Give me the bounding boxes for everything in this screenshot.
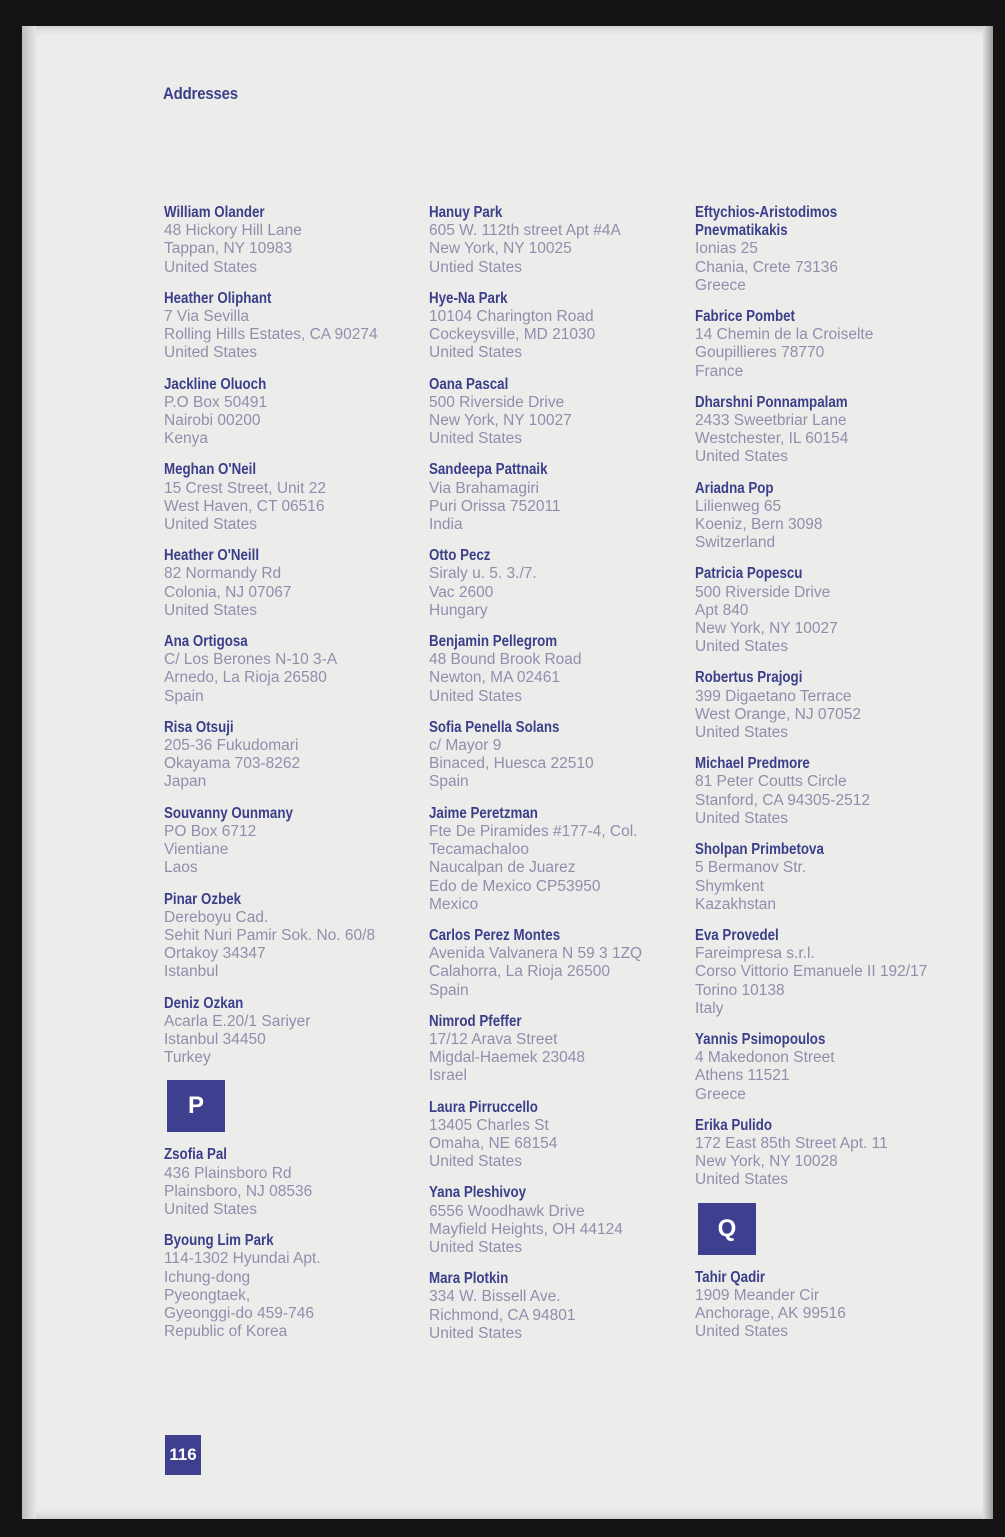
address-entry — [429, 633, 689, 706]
page-title: Addresses — [163, 84, 238, 103]
contact-name: Jackline Oluoch — [164, 375, 267, 393]
section-letter: Q — [698, 1203, 756, 1255]
address-line: Pyeongtaek, — [164, 1286, 251, 1304]
address-line: 2433 Sweetbriar Lane — [695, 412, 847, 430]
address-entry — [695, 1117, 955, 1190]
address-entry — [429, 805, 689, 914]
address-line: United States — [429, 1324, 523, 1342]
address-line: United States — [164, 344, 258, 362]
contact-name-continued: Pnevmatikakis — [695, 222, 788, 240]
contact-name: Zsofia Pal — [164, 1146, 227, 1164]
address-line: 605 W. 112th street Apt #4A — [429, 222, 621, 240]
address-line: United States — [429, 430, 523, 448]
address-line: 436 Plainsboro Rd — [164, 1164, 292, 1182]
address-line: United States — [429, 687, 523, 705]
address-entry — [695, 308, 955, 381]
address-line: Mayfield Heights, OH 44124 — [429, 1220, 623, 1238]
address-entry — [164, 461, 424, 534]
contact-name: Sandeepa Pattnaik — [429, 461, 548, 479]
address-line: Chania, Crete 73136 — [695, 258, 839, 276]
contact-name: Nimrod Pfeffer — [429, 1012, 522, 1030]
address-line: United States — [695, 1171, 789, 1189]
address-line: Calahorra, La Rioja 26500 — [429, 963, 610, 981]
address-line: Fareimpresa s.r.l. — [695, 945, 815, 963]
page-number: 116 — [165, 1435, 201, 1475]
contact-name: Sofia Penella Solans — [429, 718, 560, 736]
address-column-2 — [429, 204, 689, 1356]
address-line: United States — [429, 1238, 523, 1256]
address-line: Westchester, IL 60154 — [695, 430, 849, 448]
address-line: United States — [695, 638, 789, 656]
address-line: Nairobi 00200 — [164, 412, 261, 430]
contact-name: Yana Pleshivoy — [429, 1184, 527, 1202]
address-line: PO Box 6712 — [164, 822, 257, 840]
address-line: Italy — [695, 999, 724, 1017]
address-line: Colonia, NJ 07067 — [164, 583, 292, 601]
contact-name: Laura Pirruccello — [429, 1098, 538, 1116]
address-line: 399 Digaetano Terrace — [695, 687, 852, 705]
address-line: New York, NY 10027 — [429, 412, 572, 430]
address-line: 15 Crest Street, Unit 22 — [164, 479, 326, 497]
address-entry — [164, 547, 424, 620]
address-entry — [695, 204, 955, 295]
address-line: Avenida Valvanera N 59 3 1ZQ — [429, 945, 643, 963]
address-line: Hungary — [429, 601, 488, 619]
contact-name: Deniz Ozkan — [164, 994, 244, 1012]
address-line: Laos — [164, 859, 198, 877]
address-line: West Orange, NJ 07052 — [695, 705, 861, 723]
address-line: United States — [164, 516, 258, 534]
contact-name: Sholpan Primbetova — [695, 841, 824, 859]
address-entry — [164, 1146, 424, 1219]
address-line: 7 Via Sevilla — [164, 308, 250, 326]
contact-name: Tahir Qadir — [695, 1268, 766, 1286]
address-line: Kenya — [164, 430, 208, 448]
address-entry — [695, 480, 955, 553]
address-entry — [429, 719, 689, 792]
address-line: United States — [695, 809, 789, 827]
contact-name: Robertus Prajogi — [695, 669, 803, 687]
address-line: Shymkent — [695, 877, 764, 895]
address-line: Ortakoy 34347 — [164, 945, 266, 963]
address-line: 10104 Charington Road — [429, 308, 594, 326]
address-line: West Haven, CT 06516 — [164, 497, 325, 515]
address-line: Puri Orissa 752011 — [429, 497, 561, 515]
contact-name: Benjamin Pellegrom — [429, 633, 558, 651]
address-line: Istanbul — [164, 963, 219, 981]
address-line: 82 Normandy Rd — [164, 565, 282, 583]
address-entry — [429, 1099, 689, 1172]
address-line: Goupillieres 78770 — [695, 344, 825, 362]
address-line: Spain — [429, 981, 469, 999]
address-entry — [695, 755, 955, 828]
address-line: 48 Bound Brook Road — [429, 651, 582, 669]
contact-name: Risa Otsuji — [164, 718, 234, 736]
address-line: Koeniz, Bern 3098 — [695, 516, 823, 534]
address-entry — [695, 669, 955, 742]
address-entry — [429, 547, 689, 620]
contact-name: Fabrice Pombet — [695, 308, 796, 326]
address-line: 5 Bermanov Str. — [695, 859, 807, 877]
contact-name: Jaime Peretzman — [429, 804, 538, 822]
contact-name: Ariadna Pop — [695, 479, 774, 497]
address-line: Athens 11521 — [695, 1067, 790, 1085]
address-line: Cockeysville, MD 21030 — [429, 326, 596, 344]
address-line: Migdal-Haemek 23048 — [429, 1049, 585, 1067]
address-line: Apt 840 — [695, 601, 749, 619]
address-line: Dereboyu Cad. — [164, 908, 269, 926]
address-line: United States — [429, 344, 523, 362]
address-line: Switzerland — [695, 534, 776, 552]
address-line: Binaced, Huesca 22510 — [429, 755, 594, 773]
address-line: Newton, MA 02461 — [429, 669, 560, 687]
address-line: Edo de Mexico CP53950 — [429, 877, 601, 895]
address-line: New York, NY 10028 — [695, 1153, 838, 1171]
contact-name: Souvanny Ounmany — [164, 804, 293, 822]
address-line: Via Brahamagiri — [429, 479, 539, 497]
address-line: 334 W. Bissell Ave. — [429, 1288, 561, 1306]
address-line: Lilienweg 65 — [695, 497, 782, 515]
address-line: Turkey — [164, 1049, 211, 1067]
address-line: P.O Box 50491 — [164, 393, 268, 411]
address-line: C/ Los Berones N-10 3-A — [164, 651, 338, 669]
address-line: 205-36 Fukudomari — [164, 737, 299, 755]
address-line: Istanbul 34450 — [164, 1030, 266, 1048]
address-entry — [164, 995, 424, 1068]
address-entry — [429, 1270, 689, 1343]
address-line: 114-1302 Hyundai Apt. — [164, 1250, 321, 1268]
contact-name: Otto Pecz — [429, 547, 491, 565]
address-line: Israel — [429, 1067, 467, 1085]
address-line: France — [695, 362, 744, 380]
address-line: United States — [164, 1200, 258, 1218]
address-entry — [164, 805, 424, 878]
page-gutter-shadow — [22, 26, 36, 1519]
address-line: c/ Mayor 9 — [429, 737, 502, 755]
address-line: Arnedo, La Rioja 26580 — [164, 669, 327, 687]
address-line: Okayama 703-8262 — [164, 755, 301, 773]
contact-name: William Olander — [164, 204, 265, 221]
address-line: 6556 Woodhawk Drive — [429, 1202, 585, 1220]
address-line: United States — [695, 724, 789, 742]
address-line: Japan — [164, 773, 207, 791]
address-line: Vac 2600 — [429, 583, 494, 601]
contact-name: Mara Plotkin — [429, 1270, 509, 1288]
address-line: Tecamachaloo — [429, 841, 529, 859]
address-line: Anchorage, AK 99516 — [695, 1304, 846, 1322]
address-line: Ichung-dong — [164, 1268, 251, 1286]
address-entry — [695, 1031, 955, 1104]
address-line: 172 East 85th Street Apt. 11 — [695, 1134, 888, 1152]
contact-name: Eftychios-Aristodimos — [695, 204, 838, 221]
address-entry — [695, 565, 955, 656]
address-line: Sehit Nuri Pamir Sok. No. 60/8 — [164, 926, 376, 944]
address-line: Fte De Piramides #177-4, Col. — [429, 822, 638, 840]
address-entry — [429, 1184, 689, 1257]
address-line: 17/12 Arava Street — [429, 1030, 558, 1048]
address-entry — [429, 461, 689, 534]
address-line: Greece — [695, 276, 746, 294]
address-line: 48 Hickory Hill Lane — [164, 222, 302, 240]
address-line: Stanford, CA 94305-2512 — [695, 791, 870, 809]
contact-name: Heather O'Neill — [164, 547, 260, 565]
contact-name: Meghan O'Neil — [164, 461, 257, 479]
address-column-1 — [164, 204, 424, 1354]
address-line: United States — [164, 601, 258, 619]
address-line: United States — [164, 258, 258, 276]
page-right-edge — [983, 26, 993, 1519]
address-entry — [429, 1013, 689, 1086]
address-line: United States — [695, 1323, 789, 1341]
address-entry — [164, 633, 424, 706]
address-line: Acarla E.20/1 Sariyer — [164, 1012, 311, 1030]
contact-name: Heather Oliphant — [164, 289, 272, 307]
address-line: New York, NY 10027 — [695, 620, 838, 638]
contact-name: Yannis Psimopoulos — [695, 1030, 826, 1048]
address-entry — [164, 204, 424, 277]
address-line: New York, NY 10025 — [429, 240, 572, 258]
address-line: Gyeonggi-do 459-746 — [164, 1304, 314, 1322]
address-entry — [164, 1232, 424, 1341]
contact-name: Oana Pascal — [429, 375, 509, 393]
address-line: Untied States — [429, 258, 523, 276]
address-line: Spain — [429, 773, 469, 791]
address-line: 13405 Charles St — [429, 1116, 549, 1134]
contact-name: Hye-Na Park — [429, 289, 508, 307]
address-entry — [164, 376, 424, 449]
address-line: 500 Riverside Drive — [429, 393, 565, 411]
address-entry — [429, 290, 689, 363]
contact-name: Carlos Perez Montes — [429, 926, 561, 944]
address-line: 14 Chemin de la Croiselte — [695, 326, 874, 344]
address-line: 81 Peter Coutts Circle — [695, 773, 847, 791]
contact-name: Ana Ortigosa — [164, 633, 248, 651]
address-line: Kazakhstan — [695, 895, 776, 913]
address-line: Spain — [164, 687, 204, 705]
address-entry — [429, 376, 689, 449]
address-entry — [695, 394, 955, 467]
address-line: Siraly u. 5. 3./7. — [429, 565, 537, 583]
address-line: Mexico — [429, 895, 479, 913]
address-entry — [429, 204, 689, 277]
address-column-3 — [695, 204, 955, 1354]
section-letter: P — [167, 1080, 225, 1132]
address-line: Naucalpan de Juarez — [429, 859, 576, 877]
address-line: Republic of Korea — [164, 1323, 288, 1341]
address-entry — [164, 891, 424, 982]
address-line: 4 Makedonon Street — [695, 1049, 835, 1067]
address-entry — [164, 719, 424, 792]
address-entry — [695, 927, 955, 1018]
address-line: Ionias 25 — [695, 240, 758, 258]
address-line: Corso Vittorio Emanuele II 192/17 — [695, 963, 928, 981]
address-entry — [429, 927, 689, 1000]
contact-name: Patricia Popescu — [695, 565, 803, 583]
contact-name: Byoung Lim Park — [164, 1232, 274, 1250]
contact-name: Eva Provedel — [695, 926, 779, 944]
contact-name: Erika Pulido — [695, 1116, 773, 1134]
address-line: Richmond, CA 94801 — [429, 1306, 576, 1324]
address-line: Tappan, NY 10983 — [164, 240, 293, 258]
address-line: Omaha, NE 68154 — [429, 1134, 558, 1152]
contact-name: Dharshni Ponnampalam — [695, 393, 848, 411]
address-line: Plainsboro, NJ 08536 — [164, 1182, 313, 1200]
address-line: United States — [429, 1153, 523, 1171]
address-entry — [695, 1269, 955, 1342]
contact-name: Hanuy Park — [429, 204, 503, 221]
address-entry — [164, 290, 424, 363]
address-line: India — [429, 516, 463, 534]
contact-name: Michael Predmore — [695, 755, 810, 773]
address-line: 500 Riverside Drive — [695, 583, 831, 601]
address-line: Torino 10138 — [695, 981, 785, 999]
address-line: 1909 Meander Cir — [695, 1286, 820, 1304]
address-line: Vientiane — [164, 841, 229, 859]
address-line: Rolling Hills Estates, CA 90274 — [164, 326, 378, 344]
address-line: United States — [695, 448, 789, 466]
address-line: Greece — [695, 1085, 746, 1103]
contact-name: Pinar Ozbek — [164, 890, 242, 908]
address-entry — [695, 841, 955, 914]
